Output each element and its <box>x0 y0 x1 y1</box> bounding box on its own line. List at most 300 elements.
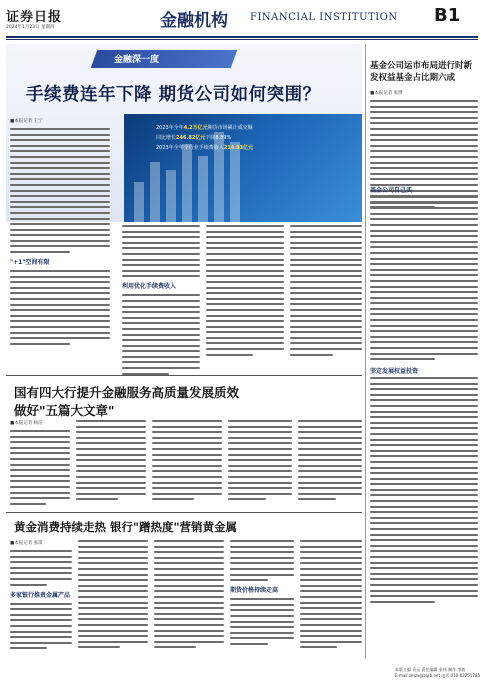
text-line <box>10 298 110 300</box>
text-line <box>370 461 478 463</box>
text-line <box>206 275 284 277</box>
text-line <box>10 578 72 580</box>
text-line <box>370 433 478 435</box>
text-line <box>228 498 266 500</box>
text-line <box>154 590 224 592</box>
right-col-text2 <box>370 196 478 364</box>
text-line <box>300 590 362 592</box>
text-line <box>76 459 146 461</box>
text-line <box>78 574 148 576</box>
text-line <box>154 585 224 587</box>
text-line <box>10 229 110 231</box>
text-line <box>298 420 362 422</box>
text-line <box>10 343 70 345</box>
text-line <box>122 367 200 369</box>
text-line <box>10 619 72 621</box>
story3-headline[interactable]: 黄金消费持续走热 银行"蹭热度"营销黄金属 <box>14 520 237 534</box>
text-line <box>10 469 70 471</box>
text-line <box>152 465 222 467</box>
text-line <box>122 328 200 330</box>
text-line <box>206 259 284 261</box>
text-line <box>154 624 224 626</box>
text-line <box>290 342 362 344</box>
text-line <box>300 602 362 604</box>
text-line <box>76 498 118 500</box>
text-line <box>300 568 362 570</box>
text-line <box>78 551 148 553</box>
text-line <box>154 540 224 542</box>
text-line <box>300 546 362 548</box>
text-line <box>370 150 478 152</box>
text-line <box>370 595 478 597</box>
text-line <box>10 486 70 488</box>
text-line <box>10 337 110 339</box>
text-line <box>370 235 478 237</box>
text-line <box>370 230 478 232</box>
text-line <box>300 579 362 581</box>
text-line <box>228 482 292 484</box>
text-line <box>152 448 222 450</box>
text-line <box>300 635 362 637</box>
story-divider <box>6 512 362 513</box>
text-line <box>228 470 292 472</box>
photo-bar <box>198 156 208 222</box>
text-line <box>122 275 200 277</box>
text-line <box>152 487 222 489</box>
page-footer <box>395 667 480 679</box>
lead-subhead: 利用优化手续费收入 <box>122 283 177 291</box>
text-line <box>152 482 222 484</box>
text-line <box>370 545 478 547</box>
text-line <box>300 618 362 620</box>
text-line <box>78 641 148 643</box>
text-line <box>370 483 478 485</box>
text-line <box>10 212 110 214</box>
text-line <box>122 253 200 255</box>
text-line <box>10 206 110 208</box>
text-line <box>10 572 72 574</box>
text-line <box>228 426 292 428</box>
text-line <box>290 337 362 339</box>
text-line <box>300 585 362 587</box>
text-line <box>230 609 294 611</box>
text-line <box>370 353 478 355</box>
text-line <box>10 326 110 328</box>
text-line <box>10 270 110 272</box>
text-line <box>206 281 284 283</box>
text-line <box>154 618 224 620</box>
text-line <box>370 207 478 209</box>
text-line <box>152 470 222 472</box>
text-line <box>290 309 362 311</box>
footer-line: 本版主编 袁元 责任编辑 张伟 制作 李波 <box>395 667 466 672</box>
story2-byline: ■本报记者 杨洁 <box>10 421 43 426</box>
text-line <box>298 426 362 428</box>
text-line <box>122 270 200 272</box>
text-line <box>370 427 478 429</box>
text-line <box>152 426 222 428</box>
text-line <box>10 332 110 334</box>
text-line <box>290 298 362 300</box>
text-line <box>10 584 47 586</box>
text-line <box>230 551 294 553</box>
text-line <box>370 556 478 558</box>
text-line <box>206 320 284 322</box>
text-line <box>152 437 222 439</box>
text-line <box>76 426 146 428</box>
text-line <box>290 303 362 305</box>
text-line <box>370 297 478 299</box>
text-line <box>152 476 222 478</box>
text-line <box>10 173 110 175</box>
text-line <box>154 596 224 598</box>
text-line <box>10 614 72 616</box>
text-line <box>78 613 148 615</box>
lead-headline[interactable]: 手续费连年下降 期货公司如何突围？ <box>26 85 321 105</box>
text-line <box>228 437 292 439</box>
text-line <box>290 236 362 238</box>
right-subhead2: 坚定发展权益投资 <box>370 368 419 375</box>
text-line <box>10 441 70 443</box>
text-line <box>76 448 146 450</box>
text-line <box>230 546 294 548</box>
text-line <box>122 264 200 266</box>
text-line <box>370 291 478 293</box>
text-line <box>370 269 478 271</box>
text-line <box>290 326 362 328</box>
photo-bar <box>182 144 192 222</box>
text-line <box>290 348 362 350</box>
story2-col1 <box>10 420 70 508</box>
page-number: B1 <box>434 5 461 26</box>
text-line <box>300 574 362 576</box>
text-line <box>10 458 70 460</box>
text-line <box>122 317 200 319</box>
story3-subhead: 期货价格持续走高 <box>230 587 279 595</box>
text-line <box>206 315 284 317</box>
text-line <box>122 231 200 233</box>
section-title-en: FINANCIAL INSTITUTION <box>250 12 398 23</box>
text-line <box>298 459 362 461</box>
text-line <box>370 156 478 158</box>
photo-bar <box>134 182 144 222</box>
masthead-rule-thin <box>6 39 478 40</box>
text-line <box>370 358 435 360</box>
text-line <box>10 436 70 438</box>
story2-col4 <box>228 420 292 504</box>
text-line <box>228 448 292 450</box>
text-line <box>370 302 478 304</box>
text-line <box>298 498 336 500</box>
column-divider <box>365 44 366 659</box>
text-line <box>154 630 224 632</box>
text-line <box>76 431 146 433</box>
text-line <box>370 122 478 124</box>
text-line <box>300 551 362 553</box>
text-line <box>10 178 110 180</box>
text-line <box>206 242 284 244</box>
text-line <box>370 472 478 474</box>
text-line <box>370 139 478 141</box>
text-line <box>370 347 478 349</box>
text-line <box>290 231 362 233</box>
text-line <box>10 464 70 466</box>
text-line <box>10 320 110 322</box>
text-line <box>290 242 362 244</box>
text-line <box>76 482 146 484</box>
text-line <box>10 276 110 278</box>
text-line <box>206 348 284 350</box>
text-line <box>10 608 72 610</box>
text-line <box>370 258 478 260</box>
text-line <box>10 556 72 558</box>
text-line <box>78 579 148 581</box>
text-line <box>370 100 478 102</box>
text-line <box>122 350 200 352</box>
text-line <box>300 557 362 559</box>
text-line <box>370 444 478 446</box>
text-line <box>370 467 478 469</box>
text-line <box>370 128 478 130</box>
text-line <box>122 259 200 261</box>
text-line <box>290 320 362 322</box>
text-line <box>76 476 146 478</box>
text-line <box>298 454 362 456</box>
text-line <box>370 341 478 343</box>
text-line <box>370 450 478 452</box>
text-line <box>230 562 294 564</box>
text-line <box>228 493 292 495</box>
text-line <box>78 624 148 626</box>
text-line <box>228 431 292 433</box>
text-line <box>154 568 224 570</box>
text-line <box>230 557 294 559</box>
text-line <box>230 568 294 570</box>
story3-col4 <box>230 540 294 649</box>
text-line <box>10 309 110 311</box>
graphic-stat: 2023年全年全行业手续费收入214.93亿元 <box>156 145 254 151</box>
text-line <box>154 551 224 553</box>
story2-col5 <box>298 420 362 504</box>
text-line <box>206 287 284 289</box>
text-line <box>122 247 200 249</box>
column-tag: 金融深一度 <box>114 55 160 65</box>
text-line <box>290 292 362 294</box>
masthead <box>0 0 484 38</box>
text-line <box>10 195 110 197</box>
text-line <box>154 646 196 648</box>
text-line <box>154 557 224 559</box>
text-line <box>370 416 478 418</box>
text-line <box>154 574 224 576</box>
text-line <box>78 557 148 559</box>
text-line <box>300 562 362 564</box>
text-line <box>152 454 222 456</box>
text-line <box>290 315 362 317</box>
text-line <box>154 641 224 643</box>
right-byline: ■本报记者 张博 <box>370 91 403 96</box>
text-line <box>370 399 478 401</box>
text-line <box>78 562 148 564</box>
text-line <box>10 234 110 236</box>
text-line <box>10 223 110 225</box>
text-line <box>122 294 200 296</box>
text-line <box>300 624 362 626</box>
text-line <box>152 420 222 422</box>
text-line <box>152 459 222 461</box>
text-line <box>290 281 362 283</box>
text-line <box>206 337 284 339</box>
text-line <box>300 630 362 632</box>
text-line <box>370 578 478 580</box>
text-line <box>370 252 478 254</box>
story3-byline: ■本报记者 张琪 <box>10 541 43 546</box>
story2-headline[interactable]: 国有四大行提升金融服务高质量发展质效 <box>14 385 240 400</box>
text-line <box>10 475 70 477</box>
text-line <box>10 447 70 449</box>
text-line <box>152 431 222 433</box>
text-line <box>370 106 478 108</box>
text-line <box>370 584 478 586</box>
text-line <box>76 420 146 422</box>
text-line <box>206 331 284 333</box>
text-line <box>230 615 294 617</box>
story2-headline-line2[interactable]: 做好"五篇大文章" <box>14 403 115 418</box>
story2-col2 <box>76 420 146 504</box>
story3-col1 <box>10 540 72 653</box>
text-line <box>10 480 70 482</box>
text-line <box>10 162 110 164</box>
text-line <box>370 550 478 552</box>
text-line <box>290 264 362 266</box>
footer-line: E-mail:zmzx@zqrb.net 电话 010-83251785 <box>395 673 480 678</box>
text-line <box>298 487 362 489</box>
text-line <box>298 470 362 472</box>
text-line <box>10 430 70 432</box>
text-line <box>290 225 362 227</box>
text-line <box>370 202 478 204</box>
text-line <box>300 613 362 615</box>
text-line <box>298 437 362 439</box>
text-line <box>206 342 284 344</box>
text-line <box>298 482 362 484</box>
text-line <box>230 579 268 581</box>
text-line <box>370 196 478 198</box>
text-line <box>206 354 253 356</box>
lead-story-col2 <box>122 225 200 378</box>
text-line <box>290 354 333 356</box>
text-line <box>152 493 222 495</box>
text-line <box>206 225 284 227</box>
text-line <box>10 561 72 563</box>
text-line <box>76 437 146 439</box>
text-line <box>370 162 478 164</box>
text-line <box>78 630 148 632</box>
right-headline[interactable]: 基金公司运市布局进行时新发权益基金占比期六成 <box>370 61 473 83</box>
text-line <box>154 546 224 548</box>
lead-subhead: "+1"空间有限 <box>10 259 50 267</box>
text-line <box>370 422 478 424</box>
text-line <box>370 573 478 575</box>
text-line <box>122 339 200 341</box>
text-line <box>122 306 200 308</box>
text-line <box>76 487 146 489</box>
text-line <box>122 334 200 336</box>
text-line <box>370 455 478 457</box>
text-line <box>230 637 294 639</box>
text-line <box>76 493 146 495</box>
text-line <box>78 607 148 609</box>
text-line <box>10 156 110 158</box>
text-line <box>370 590 478 592</box>
text-line <box>122 300 200 302</box>
text-line <box>290 247 362 249</box>
text-line <box>370 218 478 220</box>
text-line <box>300 540 362 542</box>
text-line <box>370 517 478 519</box>
text-line <box>370 263 478 265</box>
column-tag-shape <box>91 50 238 68</box>
text-line <box>370 511 478 513</box>
text-line <box>370 506 478 508</box>
text-line <box>10 315 110 317</box>
text-line <box>370 388 478 390</box>
text-line <box>370 117 478 119</box>
text-line <box>10 452 70 454</box>
text-line <box>10 642 72 644</box>
text-line <box>152 442 222 444</box>
text-line <box>154 602 224 604</box>
text-line <box>290 259 362 261</box>
text-line <box>10 139 110 141</box>
text-line <box>370 280 478 282</box>
masthead-rule <box>6 36 478 38</box>
text-line <box>10 167 110 169</box>
story3-col3 <box>154 540 224 652</box>
text-line <box>10 251 70 253</box>
text-line <box>228 442 292 444</box>
text-line <box>228 476 292 478</box>
text-line <box>10 287 110 289</box>
text-line <box>370 411 478 413</box>
text-line <box>230 621 294 623</box>
text-line <box>300 641 362 643</box>
photo-bar <box>150 162 160 222</box>
text-line <box>10 636 72 638</box>
right-subhead: 基金公司自己买 <box>370 187 413 194</box>
text-line <box>10 201 110 203</box>
text-line <box>230 604 294 606</box>
text-line <box>10 145 110 147</box>
text-line <box>206 253 284 255</box>
text-line <box>290 270 362 272</box>
text-line <box>230 632 294 634</box>
text-line <box>370 286 478 288</box>
text-line <box>122 225 200 227</box>
text-line <box>228 487 292 489</box>
text-line <box>370 213 478 215</box>
story3-col2 <box>78 540 148 652</box>
text-line <box>370 336 478 338</box>
text-line <box>122 345 200 347</box>
text-line <box>78 568 148 570</box>
text-line <box>370 313 478 315</box>
text-line <box>370 241 478 243</box>
text-line <box>10 631 72 633</box>
text-line <box>230 574 294 576</box>
text-line <box>206 247 284 249</box>
text-line <box>370 173 478 175</box>
